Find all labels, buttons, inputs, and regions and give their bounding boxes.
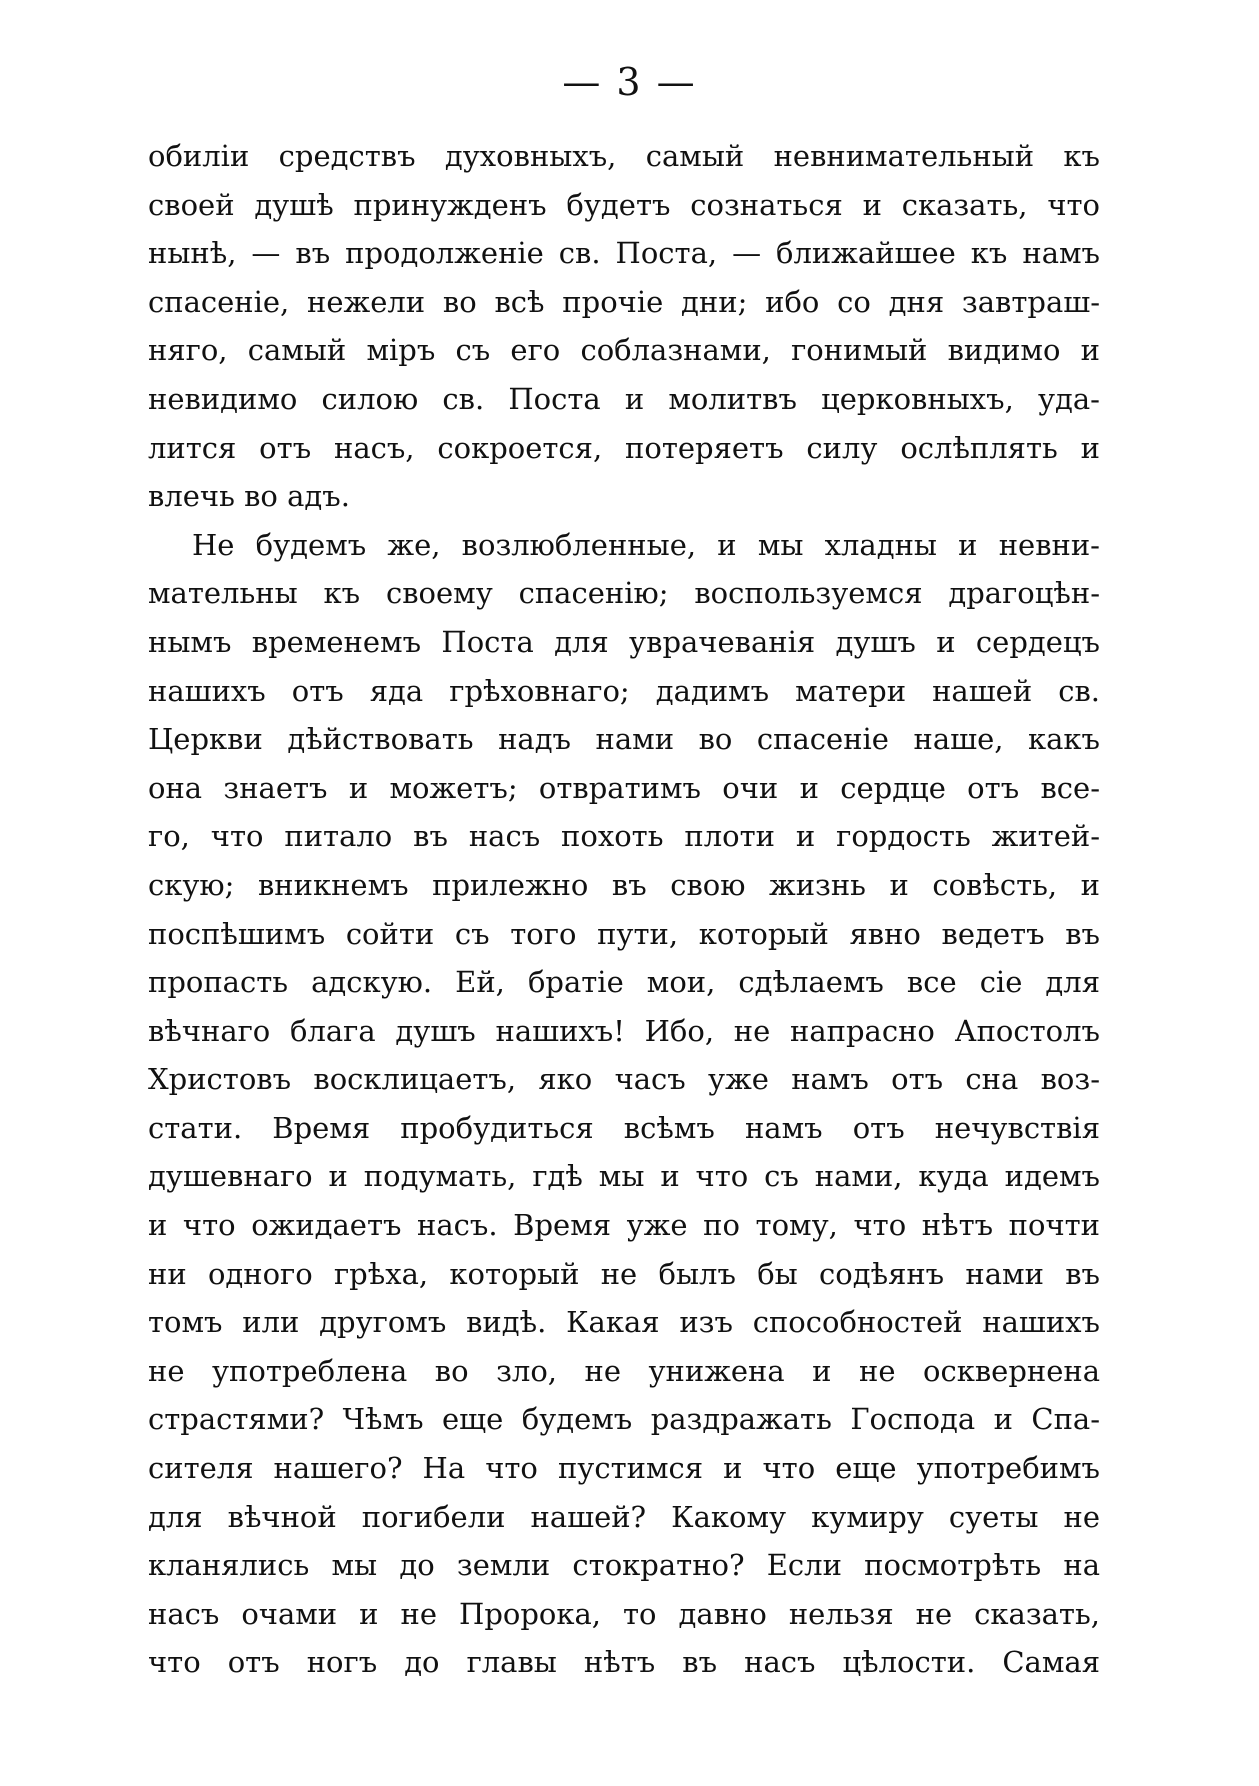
text-line: ни одного грѣха, который не былъ бы содѣянъ нами въ [148, 1256, 1100, 1291]
text-line: невидимо силою св. Поста и молитвъ церковныхъ, уда- [148, 381, 1100, 416]
text-line: не употреблена во зло, не унижена и не осквернена [148, 1353, 1100, 1388]
text-line: кланялись мы до земли стократно? Если посмотрѣть на [148, 1548, 1100, 1583]
text-line: поспѣшимъ сойти съ того пути, который явно ведетъ въ [148, 916, 1100, 951]
text-line: нынѣ, — въ продолженіе св. Поста, — ближайшее къ намъ [148, 236, 1100, 271]
text-line: сителя нашего? На что пустимся и что еще употребимъ [148, 1451, 1100, 1486]
text-line: томъ или другомъ видѣ. Какая изъ способностей нашихъ [148, 1305, 1100, 1340]
text-line: Не будемъ же, возлюбленные, и мы хладны и невни- [192, 527, 1100, 562]
text-line: няго, самый міръ съ его соблазнами, гонимый видимо и [148, 333, 1100, 368]
text-line: влечь во адъ. [148, 479, 350, 514]
text-line: Христовъ восклицаетъ, яко часъ уже намъ отъ сна воз- [148, 1062, 1100, 1097]
text-line: пропасть адскую. Ей, братіе мои, сдѣлаемъ все сіе для [148, 965, 1100, 1000]
text-line: спасеніе, нежели во всѣ прочіе дни; ибо со дня завтраш- [148, 284, 1100, 319]
text-line: вѣчнаго блага душъ нашихъ! Ибо, не напрасно Апостолъ [148, 1013, 1100, 1048]
text-line: обиліи средствъ духовныхъ, самый невнимательный къ [148, 139, 1100, 173]
text-line: скую; вникнемъ прилежно въ свою жизнь и совѣсть, и [148, 867, 1100, 902]
text-line: го, что питало въ насъ похоть плоти и гордость житей- [148, 819, 1100, 854]
text-line: она знаетъ и можетъ; отвратимъ очи и сердце отъ все- [148, 770, 1100, 805]
text-line: своей душѣ принужденъ будетъ сознаться и сказать, что [148, 187, 1100, 222]
page-number: — 3 — [562, 60, 697, 104]
text-line: душевнаго и подумать, гдѣ мы и что съ нами, куда идемъ [148, 1159, 1100, 1194]
text-line: страстями? Чѣмъ еще будемъ раздражать Господа и Спа- [148, 1402, 1100, 1437]
paragraph-1 [148, 132, 1100, 521]
text-line: Церкви дѣйствовать надъ нами во спасеніе наше, какъ [148, 722, 1100, 757]
paragraph-2 [148, 521, 1100, 1687]
text-line: стати. Время пробудиться всѣмъ намъ отъ нечувствія [148, 1110, 1100, 1145]
body-text [148, 132, 1100, 1687]
text-line: насъ очами и не Пророка, то давно нельзя не сказать, [148, 1596, 1100, 1631]
text-line: нашихъ отъ яда грѣховнаго; дадимъ матери нашей св. [148, 673, 1100, 708]
text-line: что отъ ногъ до главы нѣтъ въ насъ цѣлости. Самая [148, 1645, 1100, 1680]
text-line: лится отъ насъ, сокроется, потеряетъ силу ослѣплять и [148, 430, 1100, 465]
text-line: нымъ временемъ Поста для уврачеванія душъ и сердецъ [148, 624, 1100, 659]
text-line: для вѣчной погибели нашей? Какому кумиру суеты не [148, 1499, 1100, 1534]
text-line: и что ожидаетъ насъ. Время уже по тому, что нѣтъ почти [148, 1208, 1100, 1243]
text-line: мательны къ своему спасенію; воспользуемся драгоцѣн- [148, 576, 1100, 611]
